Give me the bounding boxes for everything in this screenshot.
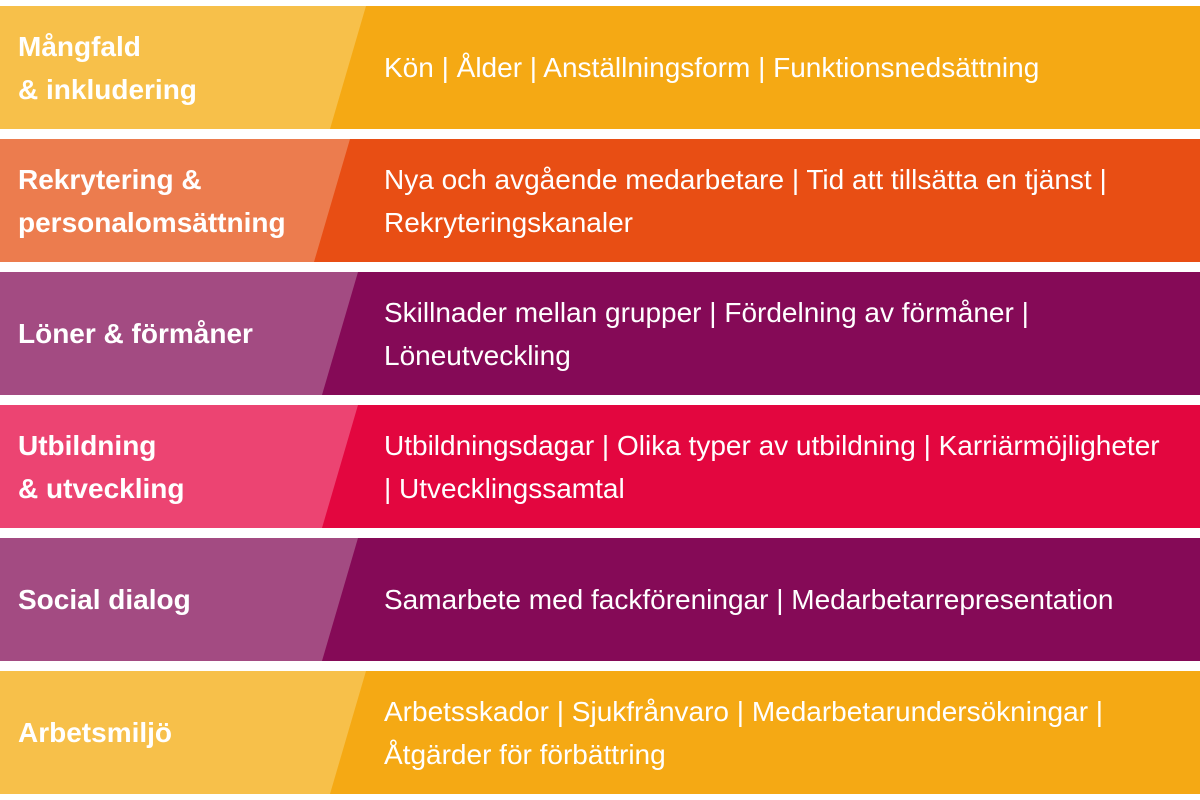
row-description-box [384, 272, 1164, 395]
row-rekrytering [0, 139, 1200, 262]
row-description: Skillnader mellan grupper | Fördelning av förmåner | Löneutveckling [384, 296, 1029, 371]
row-description: Kön | Ålder | Anställningsform | Funktionsnedsättning [384, 52, 1040, 83]
row-description-box [384, 6, 1164, 129]
row-label: Social dialog [18, 584, 191, 615]
row-label: Rekrytering & personalomsättning [18, 163, 286, 238]
row-description-box [384, 671, 1164, 794]
row-description-box [384, 139, 1164, 262]
row-label: Arbetsmiljö [18, 717, 173, 748]
row-loner [0, 272, 1200, 395]
row-description-box [384, 405, 1164, 528]
row-label: Löner & förmåner [18, 318, 253, 349]
row-description-box [384, 538, 1164, 661]
row-utbildning [0, 405, 1200, 528]
row-description: Nya och avgående medarbetare | Tid att tillsätta en tjänst | Rekryteringskanaler [384, 163, 1107, 238]
row-description: Samarbete med fackföreningar | Medarbetarrepresentation [384, 584, 1114, 615]
row-label: Utbildning & utveckling [18, 429, 185, 504]
row-description: Utbildningsdagar | Olika typer av utbildning | Karriärmöjligheter | Utvecklingssamtal [384, 429, 1160, 504]
row-arbetsmiljo [0, 671, 1200, 794]
row-mangfald [0, 6, 1200, 129]
row-description: Arbetsskador | Sjukfrånvaro | Medarbetarundersökningar | Åtgärder för förbättring [384, 695, 1104, 770]
row-label: Mångfald & inkludering [18, 30, 197, 105]
row-social-dialog [0, 538, 1200, 661]
